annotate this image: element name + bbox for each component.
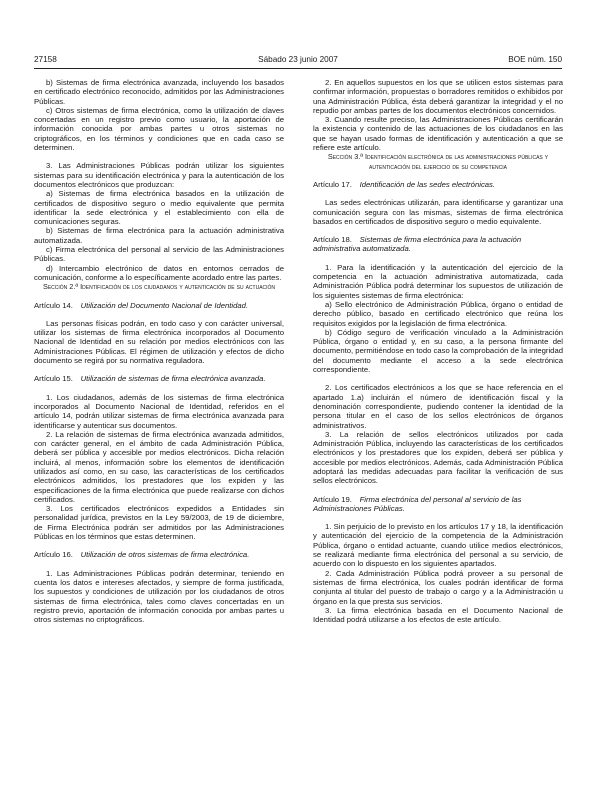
left-paragraph: 3. Las Administraciones Públicas podrán utilizar los siguientes sistemas para su identificación electrónica y para la autenticación de los documentos electrónicos que produzcan: [34, 161, 284, 189]
article-title: Identificación de las sedes electrónicas. [359, 179, 496, 189]
document-body [34, 78, 563, 790]
right-paragraph: 1. Para la identificación y la autenticación del ejercicio de la competencia en la actuación administrativa automatizada, cada Administración Pública podrá determinar los supuestos de utilización de los siguientes sistemas de firma electrónica: [313, 262, 563, 300]
right-paragraph: b) Código seguro de verificación vinculado a la Administración Pública, órgano o entidad y, en su caso, a la persona firmante del documento, permitiéndose en todo caso la comprobación de la integridad del documento mediante el acceso a la sede electrónica correspondiente. [313, 327, 564, 375]
article-title: Sistemas de firma electrónica para la actuación administrativa automatizada. [313, 235, 522, 254]
left-paragraph: c) Otros sistemas de firma electrónica, como la utilización de claves concertadas en un registro previo como usuario, la aportación de información conocida por ambas partes u otros sistemas no criptográficos, en los términos y condiciones que en cada caso se determinen. [34, 105, 284, 153]
article-number: Artículo 15. [34, 374, 73, 384]
article-title: Utilización del Documento Nacional de Identidad. [80, 300, 249, 310]
right-paragraph: 2. Los certificados electrónicos a los que se hace referencia en el apartado 1.a) incluirán el número de identificación fiscal y la denominación correspondiente, pudiendo contener la identidad de la persona titular en el caso de los sellos electrónicos de órganos administrativos. [313, 383, 563, 430]
article-title: Utilización de sistemas de firma electrónica avanzada. [80, 374, 266, 384]
right-paragraph: 2. Cada Administración Pública podrá proveer a su personal de sistemas de firma electrónica, los cuales podrán identificar de forma conjunta al titular del puesto de trabajo o cargo y a la Administración u órgano en la que presta sus servicios. [313, 568, 563, 606]
left-column [34, 78, 284, 624]
right-article-heading [313, 495, 563, 514]
left-paragraph: b) Sistemas de firma electrónica avanzada, incluyendo los basados en certificado electrónico reconocido, admitidos por las Administraciones Públicas. [34, 78, 284, 106]
left-paragraph: d) Intercambio electrónico de datos en entornos cerrados de comunicación, conforme a lo específicamente acordado entre las partes. [34, 263, 284, 282]
left-paragraph: b) Sistemas de firma electrónica para la actuación administrativa automatizada. [34, 226, 284, 245]
article-number: Artículo 16. [34, 550, 73, 560]
publication-name: BOE núm. 150 [508, 55, 562, 64]
right-article-heading [313, 235, 563, 254]
left-article-heading [34, 301, 284, 310]
right-column [313, 78, 563, 624]
publication-date: Sábado 23 junio 2007 [258, 55, 338, 64]
left-article-heading [34, 374, 284, 383]
right-paragraph: 2. En aquellos supuestos en los que se utilicen estos sistemas para confirmar información, propuestas o borradores remitidos o exhibidos por una Administración Pública, ésta deberá garantizar la integridad y el no repudio por ambas partes de los documentos electrónicos concernidos. [313, 78, 563, 115]
left-paragraph: 2. La relación de sistemas de firma electrónica avanzada admitidos, con carácter general, en el ámbito de cada Administración Pública, deberá ser pública y accesible por medios electrónicos. Dicha relación incluirá, al menos, información sobre los elementos de identificación utilizados así como, en su caso, las características de los certificados electrónicos admitidos, los prestadores que los expiden y las especificaciones de la firma electrónica que puede realizarse con dichos certificados. [34, 429, 284, 504]
right-paragraph: 3. Cuando resulte preciso, las Administraciones Públicas certificarán la existencia y contenido de las actuaciones de los ciudadanos en las que se hayan usado formas de identificación y autenticación a que se refiere este artículo. [313, 115, 563, 153]
left-paragraph: 1. Las Administraciones Públicas podrán determinar, teniendo en cuenta los datos e intereses afectados, y siempre de forma justificada, los supuestos y condiciones de utilización por los ciudadanos de otros sistemas de firma electrónica, tales como claves concertadas en un registro previo, aportación de información conocida por ambas partes u otros sistemas no criptográficos. [34, 568, 284, 625]
left-section-heading: Sección 2.ª Identificación de los ciudadanos y autenticación de su actuación [42, 282, 276, 292]
right-section-heading: Sección 3.ª Identificación electrónica de las administraciones públicas y autenticación del ejercicio de su competencia [327, 152, 549, 171]
page-number: 27158 [34, 55, 57, 64]
article-title: Firma electrónica del personal al servicio de las Administraciones Públicas. [313, 494, 522, 513]
right-paragraph: 3. La relación de sellos electrónicos utilizados por cada Administración Pública, incluyendo las características de los certificados electrónicos y los prestadores que los expiden, deberá ser pública y accesible por medios electrónicos. Además, cada Administración Pública adoptará las medidas adecuadas para facilitar la verificación de sus sellos electrónicos. [313, 429, 563, 486]
right-paragraph: 1. Sin perjuicio de lo previsto en los artículos 17 y 18, la identificación y autenticación del ejercicio de la competencia de la Administración Pública, órgano o entidad actuante, cuando utilice medios electrónicos, se realizará mediante firma electrónica del personal a su servicio, de acuerdo con lo dispuesto en los siguientes apartados. [313, 522, 563, 569]
page-header [34, 54, 562, 69]
right-paragraph: a) Sello electrónico de Administración Pública, órgano o entidad de derecho público, basado en certificado electrónico que reúna los requisitos exigidos por la legislación de firma electrónica. [313, 299, 563, 328]
left-paragraph: c) Firma electrónica del personal al servicio de las Administraciones Públicas. [34, 245, 284, 264]
right-article-heading [313, 180, 563, 189]
left-paragraph: 3. Los certificados electrónicos expedidos a Entidades sin personalidad jurídica, previstos en la Ley 59/2003, de 19 de diciembre, de Firma Electrónica podrán ser admitidos por las Administraciones Públicas en los términos que estas determinen. [34, 504, 284, 542]
left-paragraph: 1. Los ciudadanos, además de los sistemas de firma electrónica incorporados al Documento Nacional de Identidad, referidos en el artículo 14, podrán utilizar sistemas de firma electrónica avanzada para identificarse y autenticar sus documentos. [34, 392, 284, 430]
article-title: Utilización de otros sistemas de firma electrónica. [80, 550, 250, 560]
article-number: Artículo 19. [313, 494, 352, 504]
article-number: Artículo 14. [34, 300, 73, 310]
left-paragraph: Las personas físicas podrán, en todo caso y con carácter universal, utilizar los sistemas de firma electrónica incorporados al Documento Nacional de Identidad en su relación por medios electrónicos con las Administraciones Públicas. El régimen de utilización y efectos de dicho documento se regirá por su normativa reguladora. [34, 318, 284, 366]
article-number: Artículo 17. [313, 179, 352, 189]
right-paragraph: 3. La firma electrónica basada en el Documento Nacional de Identidad podrá utilizarse a los efectos de este artículo. [313, 605, 563, 625]
left-article-heading [34, 550, 284, 559]
right-paragraph: Las sedes electrónicas utilizarán, para identificarse y garantizar una comunicación segura con las mismas, sistemas de firma electrónica basados en certificados de dispositivo seguro o medio equivalente. [313, 198, 563, 226]
left-paragraph: a) Sistemas de firma electrónica basados en la utilización de certificados de dispositivo seguro o medio equivalente que permita identificar la sede electrónica y el establecimiento con ella de comunicaciones seguras. [34, 189, 284, 227]
article-number: Artículo 18. [313, 235, 352, 245]
